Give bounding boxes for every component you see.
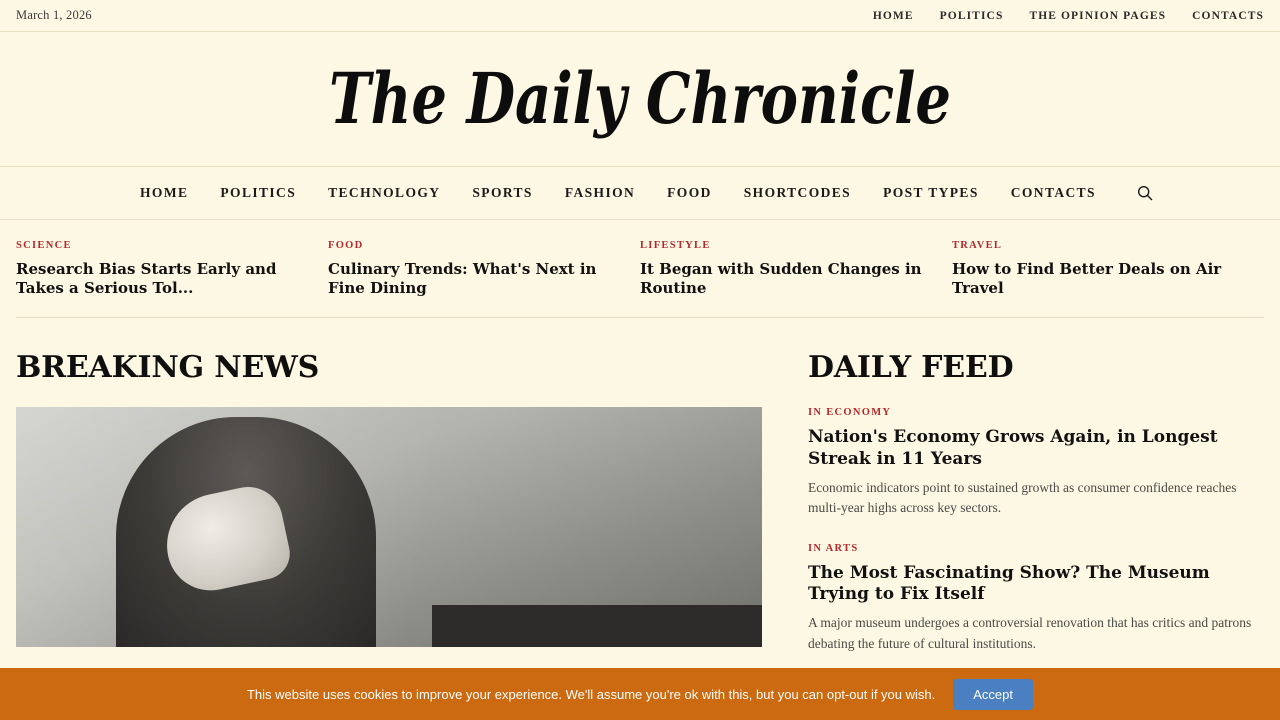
category-card-food[interactable] — [328, 240, 640, 298]
masthead — [0, 32, 1280, 167]
breaking-news-column — [16, 350, 762, 678]
nav-item-technology[interactable]: TECHNOLOGY — [328, 185, 441, 200]
category-label: SCIENCE — [16, 240, 72, 251]
nav-item-fashion[interactable]: FASHION — [564, 185, 636, 200]
list-item[interactable] — [808, 543, 1264, 655]
hero-image-desk — [432, 605, 762, 647]
nav-item-post-types[interactable]: POST TYPES — [883, 185, 979, 200]
list-item[interactable] — [808, 407, 1264, 519]
category-card-travel[interactable] — [952, 240, 1264, 298]
daily-feed-heading: DAILY FEED — [808, 350, 1014, 386]
top-bar — [0, 0, 1280, 32]
cookie-message: This website uses cookies to improve your experience. We'll assume you're ok with this, but you can opt-out if you wish. — [246, 686, 936, 702]
category-highlight-strip — [0, 220, 1280, 298]
nav-item-contacts[interactable]: CONTACTS — [1010, 185, 1096, 200]
category-headline[interactable]: Culinary Trends: What's Next in Fine Dining — [328, 260, 597, 298]
topnav-item-contacts[interactable]: CONTACTS — [1192, 9, 1264, 22]
topnav-item-opinion-pages[interactable]: THE OPINION PAGES — [1029, 9, 1167, 22]
topnav-item-home[interactable]: HOME — [872, 9, 914, 22]
feed-category-label: IN ARTS — [808, 542, 859, 554]
category-label: FOOD — [328, 240, 364, 251]
category-headline[interactable]: It Began with Sudden Changes in Routine — [640, 260, 922, 298]
top-navigation — [873, 10, 1264, 22]
main-navigation — [0, 167, 1280, 220]
nav-item-shortcodes[interactable]: SHORTCODES — [743, 185, 852, 200]
feed-category-label: IN ECONOMY — [808, 407, 892, 419]
feed-headline[interactable]: The Most Fascinating Show? The Museum Trying to Fix Itself — [808, 562, 1210, 605]
main-content — [0, 318, 1280, 678]
feed-headline[interactable]: Nation's Economy Grows Again, in Longest Streak in 11 Years — [808, 427, 1218, 469]
site-title[interactable]: The Daily Chronicle — [328, 57, 952, 141]
category-card-lifestyle[interactable] — [640, 240, 952, 298]
feed-excerpt: Economic indicators point to sustained growth as consumer confidence reaches multi-year highs across key sectors. — [808, 479, 1237, 516]
current-date: March 1, 2026 — [16, 8, 92, 22]
breaking-news-hero-image[interactable] — [16, 407, 762, 647]
category-label: LIFESTYLE — [640, 240, 711, 251]
feed-excerpt: A major museum undergoes a controversial renovation that has critics and patrons debating the future of cultural institutions. — [808, 615, 1252, 651]
cookie-consent-bar — [0, 668, 1280, 720]
category-label: TRAVEL — [952, 240, 1003, 251]
search-icon[interactable] — [1134, 182, 1156, 204]
category-headline[interactable]: How to Find Better Deals on Air Travel — [952, 260, 1222, 298]
category-headline[interactable]: Research Bias Starts Early and Takes a Serious Tol... — [16, 260, 277, 298]
nav-item-home[interactable]: HOME — [140, 185, 189, 200]
nav-item-politics[interactable]: POLITICS — [220, 185, 297, 200]
nav-item-sports[interactable]: SPORTS — [472, 185, 533, 200]
daily-feed-column — [808, 350, 1264, 678]
nav-item-food[interactable]: FOOD — [667, 185, 712, 200]
category-card-science[interactable] — [16, 240, 328, 298]
breaking-news-heading: BREAKING NEWS — [16, 350, 320, 386]
cookie-accept-button[interactable]: Accept — [953, 679, 1033, 710]
topnav-item-politics[interactable]: POLITICS — [939, 9, 1004, 22]
